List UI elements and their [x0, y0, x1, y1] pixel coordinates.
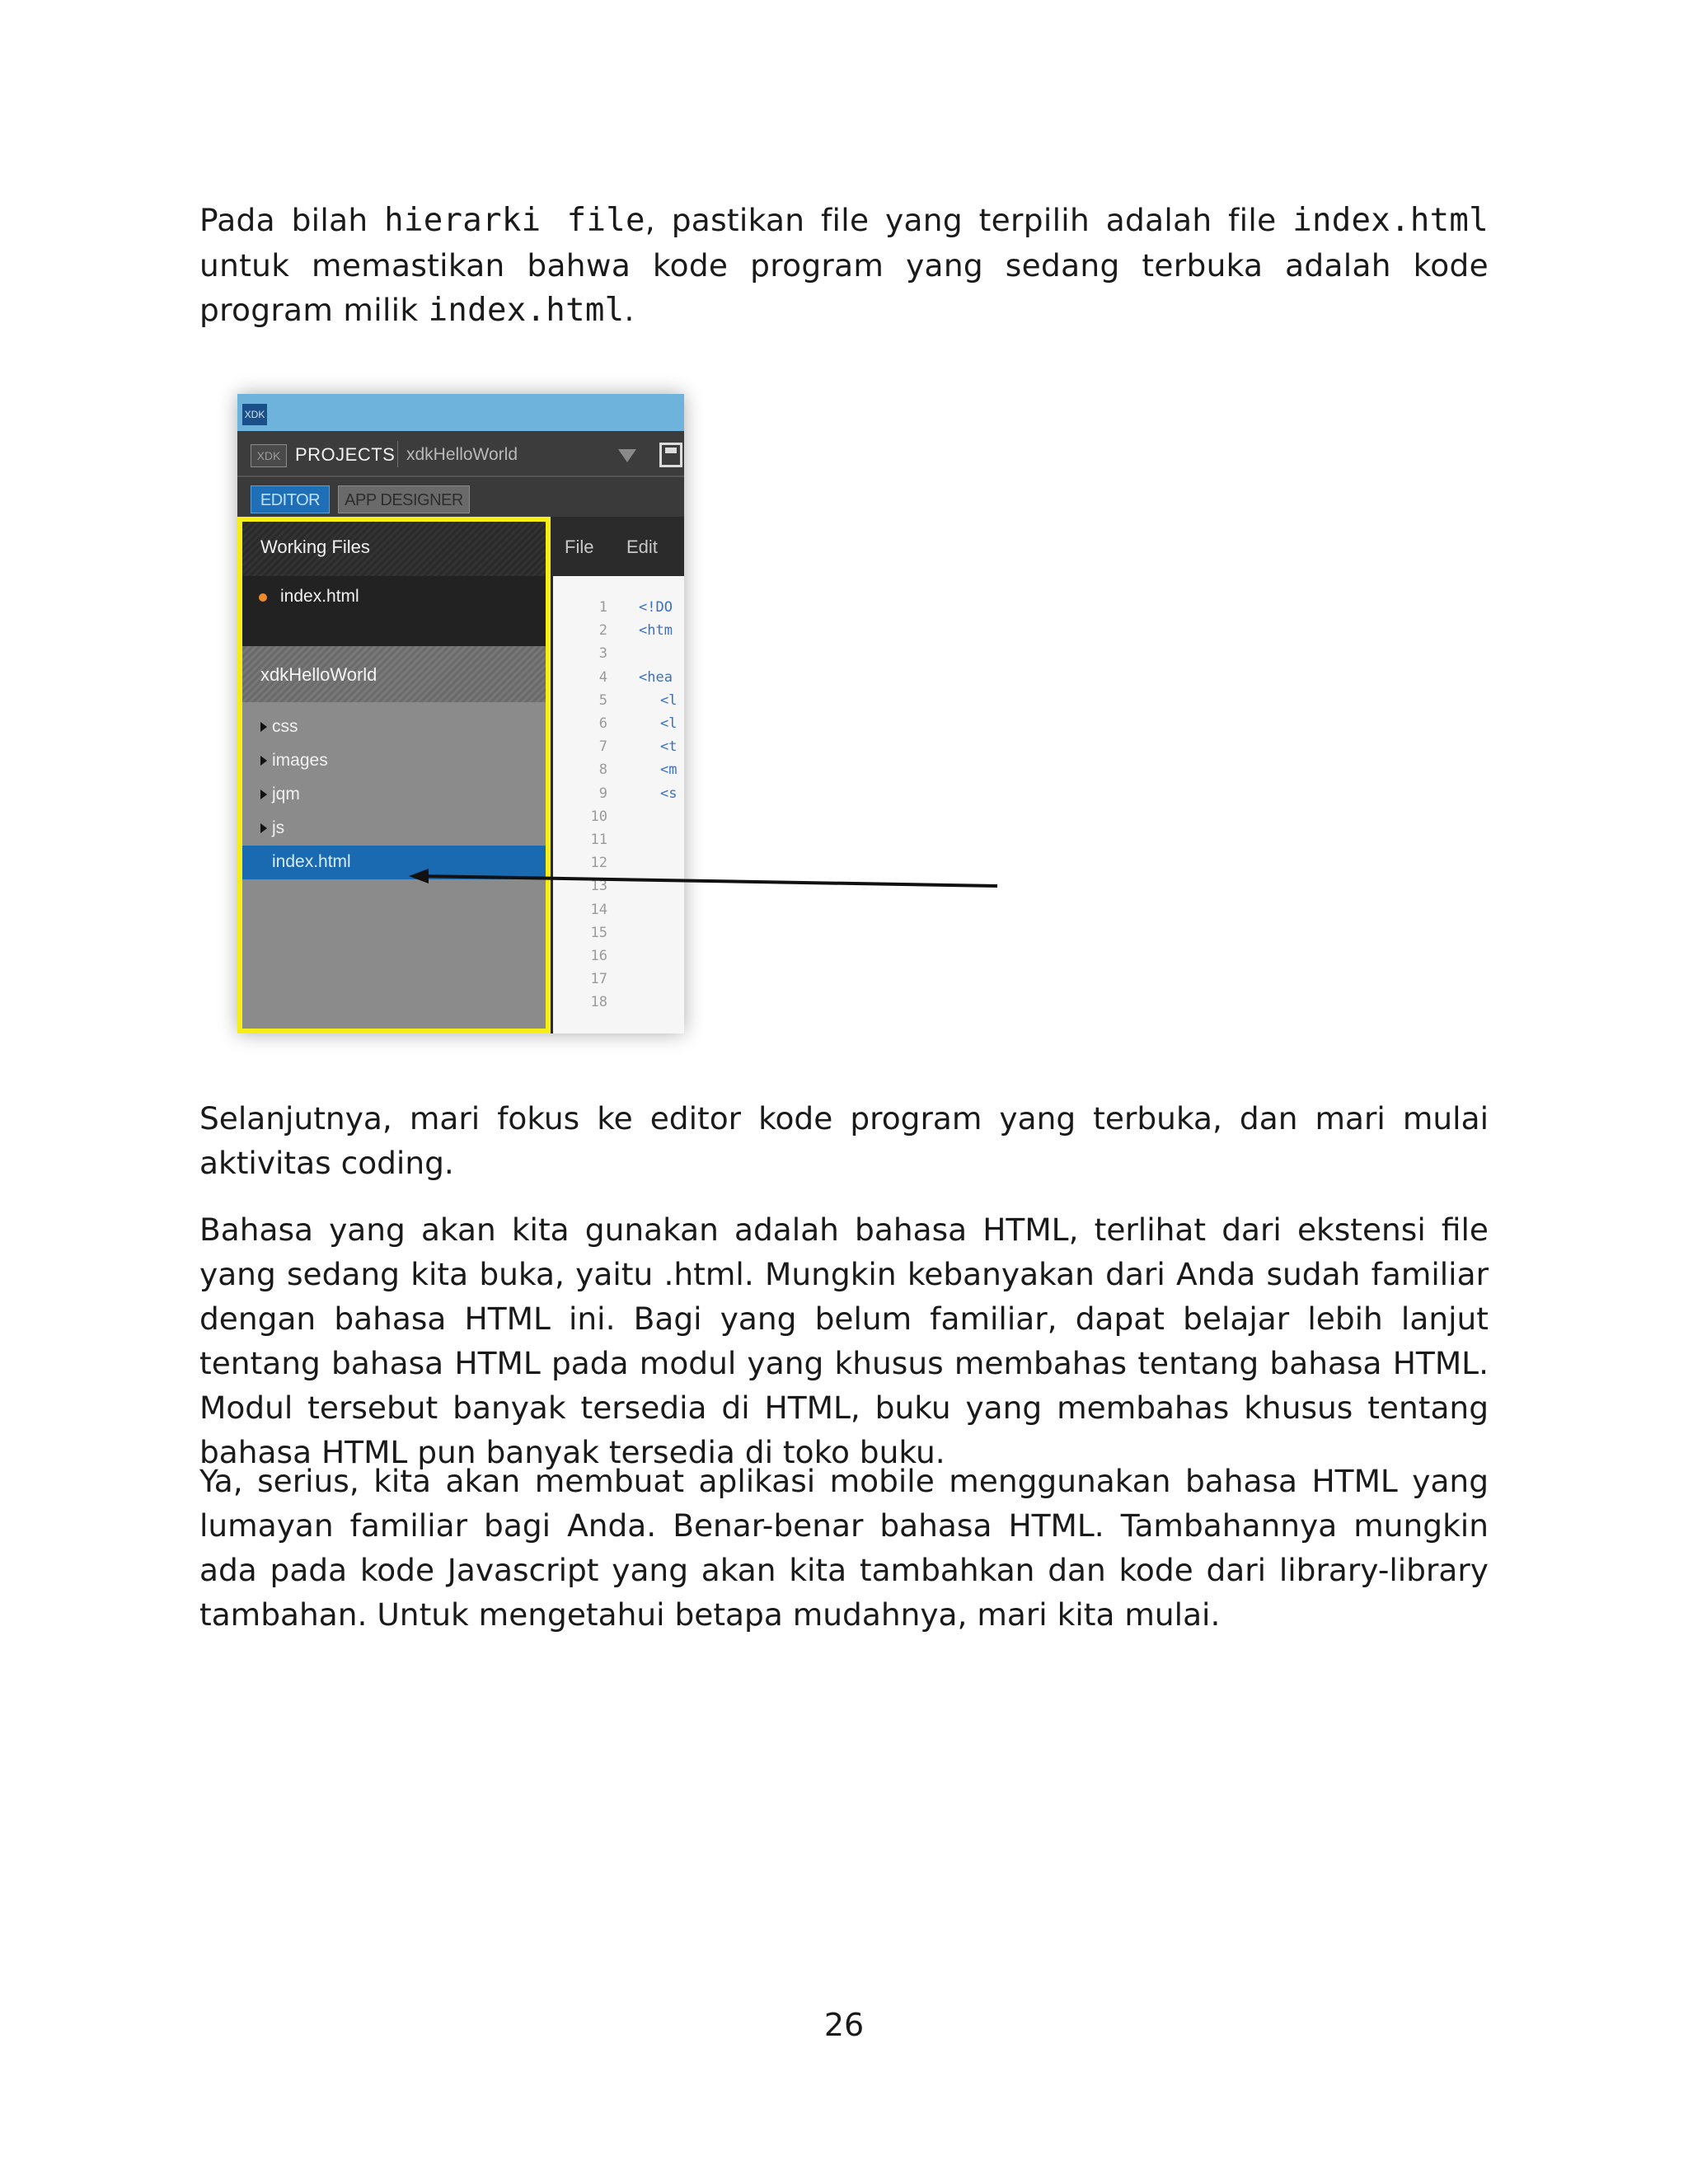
line-number: 13 [590, 878, 607, 895]
intro-text-3: untuk memastikan bahwa kode program yang sedang terbuka adalah kode program milik [199, 247, 1489, 328]
line-number: 5 [598, 691, 607, 709]
line-number: 17 [590, 971, 607, 988]
line-number: 8 [598, 762, 607, 779]
code-line: <htm [639, 622, 673, 640]
xdk-projects-icon: XDK [251, 444, 287, 467]
intro-term-hierarki: hierarki file [384, 202, 645, 239]
line-number: 18 [590, 994, 607, 1011]
menu-file[interactable]: File [565, 537, 594, 557]
intro-text-4: . [624, 292, 635, 328]
arrow-line [420, 876, 997, 886]
line-number: 9 [598, 785, 607, 802]
editor-tab[interactable]: EDITOR [251, 485, 330, 513]
line-number: 12 [590, 855, 607, 872]
project-name: xdkHelloWorld [406, 445, 518, 464]
code-line: <l [660, 715, 678, 732]
project-tree-title: xdkHelloWorld [260, 664, 377, 685]
code-line: <!DO [639, 599, 673, 616]
working-file-item[interactable]: index.html [280, 587, 359, 606]
line-number: 7 [598, 738, 607, 756]
line-number: 10 [590, 808, 607, 825]
line-number: 4 [598, 668, 607, 686]
code-line: <m [660, 762, 678, 779]
intro-text-1: Pada bilah [199, 202, 385, 238]
tree-item-label: css [272, 717, 298, 736]
line-number: 1 [598, 599, 607, 616]
tree-item-label: jqm [272, 785, 300, 804]
app-designer-tab[interactable]: APP DESIGNER [338, 485, 470, 513]
code-line: <hea [639, 668, 673, 686]
paragraph-serius: Ya, serius, kita akan membuat aplikasi mobile menggunakan bahasa HTML yang lumayan familiar bagi Anda. Benar-benar bahasa HTML. Tambahannya mungkin ada pada kode Javascript yang akan kita tambahkan dan kode dari library-library tambahan. Untuk mengetahui betapa mudahnya, mari kita mulai. [199, 1463, 1489, 1633]
line-number: 2 [598, 622, 607, 640]
working-files-title: Working Files [260, 537, 370, 557]
intro-text-2: , pastikan file yang terpilih adalah file [645, 202, 1293, 238]
xdk-logo-icon: XDK [242, 404, 267, 425]
line-number: 6 [598, 715, 607, 732]
tree-item-label: index.html [272, 852, 351, 871]
code-line: <l [660, 691, 678, 709]
tree-item-label: images [272, 751, 328, 770]
code-line: <s [660, 785, 678, 802]
arrow-head-icon [409, 869, 429, 883]
intro-term-index-2: index.html [428, 292, 625, 329]
projects-button[interactable]: PROJECTS [295, 444, 396, 465]
page-number: 26 [823, 2007, 865, 2043]
paragraph-fokus: Selanjutnya, mari fokus ke editor kode program yang terbuka, dan mari mulai aktivitas coding. [199, 1100, 1489, 1181]
menu-edit[interactable]: Edit [626, 537, 658, 557]
intro-term-index-1: index.html [1292, 202, 1489, 239]
line-number: 3 [598, 645, 607, 663]
line-number: 15 [590, 924, 607, 941]
code-line: <t [660, 738, 678, 756]
line-number: 11 [590, 832, 607, 848]
line-number: 16 [590, 948, 607, 964]
tree-item-label: js [272, 818, 285, 837]
line-number: 14 [590, 901, 607, 918]
paragraph-bahasa-html: Bahasa yang akan kita gunakan adalah bahasa HTML, terlihat dari ekstensi file yang sedang kita buka, yaitu .html. Mungkin kebanyakan dari Anda sudah familiar dengan bahasa HTML ini. Bagi yang belum familiar, dapat belajar lebih lanjut tentang bahasa HTML pada modul yang khusus membahas tentang bahasa HTML. Modul tersebut banyak tersedia di HTML, buku yang membahas khusus tentang bahasa HTML pun banyak tersedia di toko buku. [199, 1212, 1489, 1470]
